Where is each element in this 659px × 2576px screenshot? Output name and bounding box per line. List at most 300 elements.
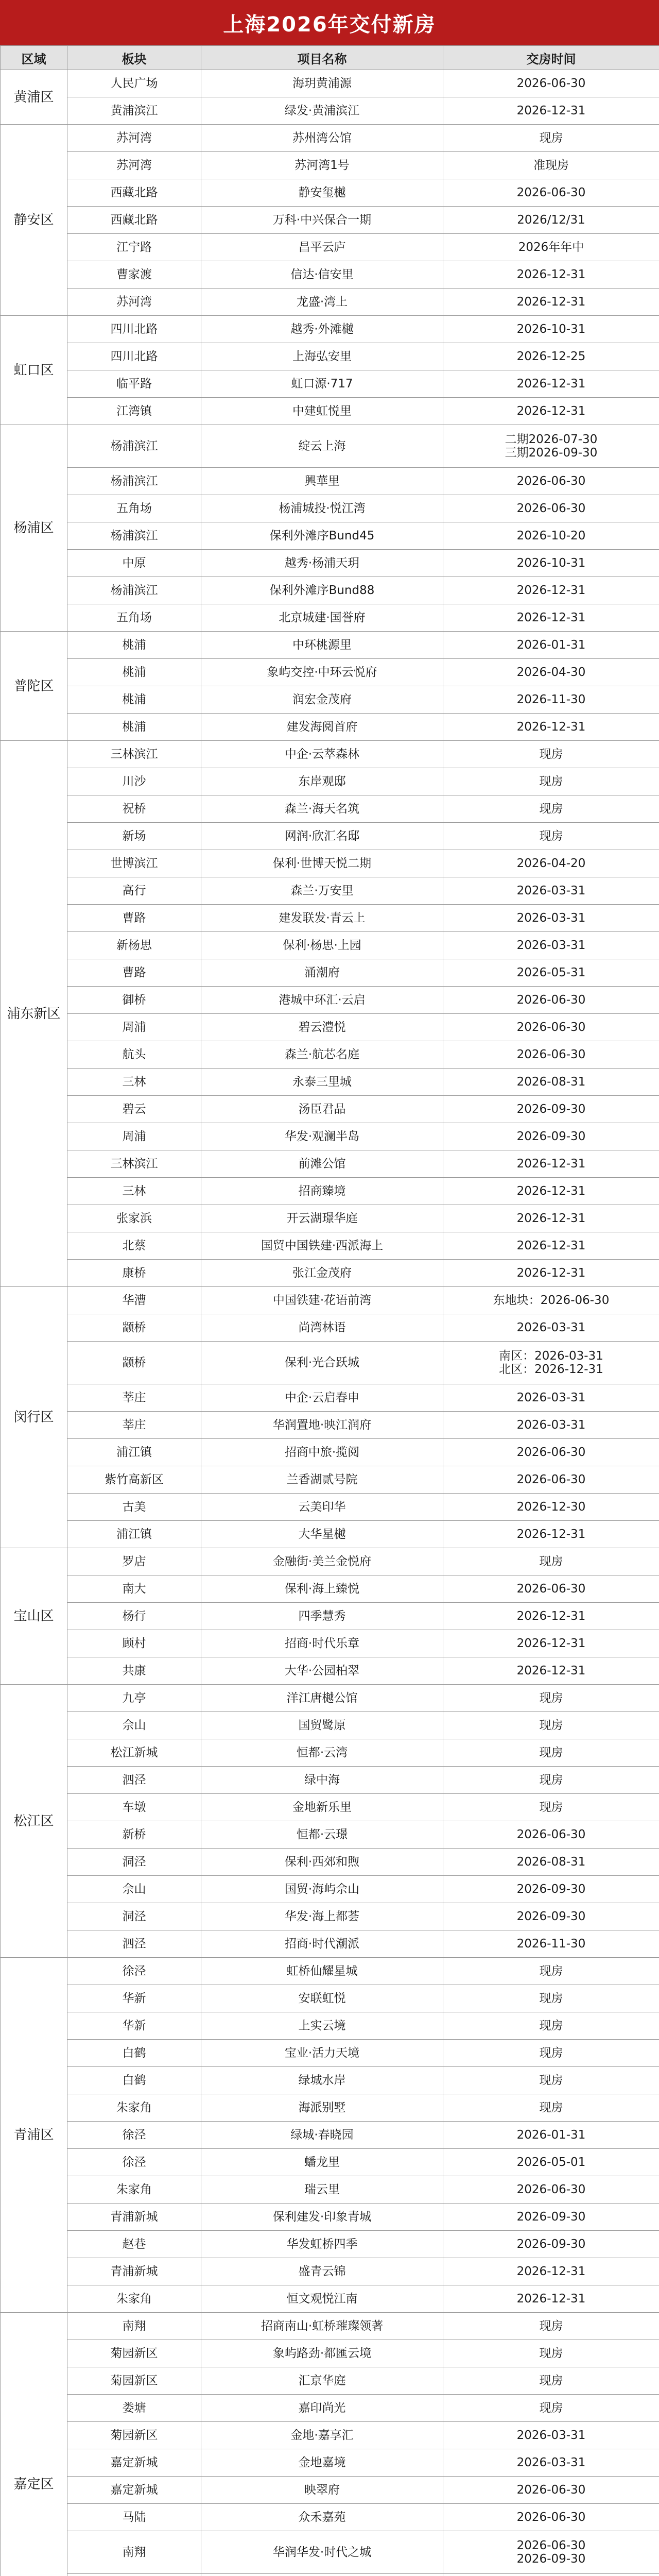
sector-cell: 桃浦 — [67, 659, 201, 686]
delivery-cell: 2026-03-31 — [443, 877, 659, 905]
project-cell: 金地新乐里 — [201, 1794, 443, 1821]
sector-cell: 徐泾 — [67, 2122, 201, 2149]
project-cell: 建发海阅首府 — [201, 714, 443, 741]
sector-cell: 新杨思 — [67, 932, 201, 959]
table-row — [1, 1985, 659, 2012]
sector-cell: 苏河湾 — [67, 152, 201, 179]
project-cell: 华润置地·映江润府 — [201, 1412, 443, 1439]
delivery-cell: 2026-03-31 — [443, 905, 659, 932]
delivery-cell: 2026-06-30 — [443, 1821, 659, 1849]
delivery-cell: 2026-12-25 — [443, 343, 659, 370]
table-row — [1, 234, 659, 261]
project-cell: 兰香湖贰号院 — [201, 1466, 443, 1494]
project-cell: 上海弘安里 — [201, 343, 443, 370]
delivery-cell: 现房 — [443, 1767, 659, 1794]
delivery-cell: 2026-03-31 — [443, 932, 659, 959]
project-cell: 象屿交控·中环云悦府 — [201, 659, 443, 686]
project-cell: 众禾嘉苑 — [201, 2504, 443, 2531]
sector-cell: 三林滨江 — [67, 741, 201, 768]
sector-cell: 徐泾 — [67, 1958, 201, 1985]
delivery-cell: 2026-06-30 — [443, 1041, 659, 1069]
delivery-cell: 2026-03-31 — [443, 1384, 659, 1412]
project-cell: 金地嘉境 — [201, 2449, 443, 2477]
delivery-cell: 2026-06-30 — [443, 2176, 659, 2204]
delivery-cell: 2026-12-31 — [443, 370, 659, 398]
project-cell: 四季慧秀 — [201, 1603, 443, 1630]
table-row — [1, 2531, 659, 2574]
project-cell: 越秀·外滩樾 — [201, 316, 443, 343]
delivery-cell: 2026-03-31 — [443, 1412, 659, 1439]
sector-cell: 颛桥 — [67, 1342, 201, 1384]
project-cell: 华发虹桥四季 — [201, 2231, 443, 2258]
delivery-cell: 现房 — [443, 2012, 659, 2040]
table-row — [1, 1205, 659, 1232]
sector-cell: 朱家角 — [67, 2176, 201, 2204]
project-cell — [201, 2574, 443, 2576]
delivery-cell: 2026-05-31 — [443, 959, 659, 987]
project-cell: 招商南山·虹桥璀璨领著 — [201, 2313, 443, 2340]
delivery-cell: 现房 — [443, 125, 659, 152]
delivery-cell: 准现房 — [443, 152, 659, 179]
project-cell: 万科·中兴保合一期 — [201, 207, 443, 234]
sector-cell: 苏河湾 — [67, 125, 201, 152]
project-cell: 绿城水岸 — [201, 2067, 443, 2094]
sector-cell: 莘庄 — [67, 1384, 201, 1412]
sector-cell: 徐泾 — [67, 2149, 201, 2176]
project-cell: 金地·嘉享汇 — [201, 2422, 443, 2449]
delivery-cell: 2026-12-31 — [443, 398, 659, 425]
table-row — [1, 1930, 659, 1958]
table-row — [1, 1630, 659, 1657]
sector-cell: 颛桥 — [67, 1314, 201, 1342]
sector-cell: 桃浦 — [67, 714, 201, 741]
sector-cell: 朱家角 — [67, 2094, 201, 2122]
project-cell: 安联虹悦 — [201, 1985, 443, 2012]
delivery-cell: 2026-09-30 — [443, 1876, 659, 1903]
sector-cell: 华新 — [67, 1985, 201, 2012]
table-row — [1, 959, 659, 987]
sector-cell: 周浦 — [67, 1123, 201, 1150]
project-cell: 港城中环汇·云启 — [201, 987, 443, 1014]
sector-cell: 菊园新区 — [67, 2340, 201, 2367]
table-row — [1, 1685, 659, 1712]
delivery-cell: 2026年年中 — [443, 234, 659, 261]
table-row — [1, 70, 659, 97]
project-cell: 润宏金茂府 — [201, 686, 443, 714]
table-header-row — [1, 46, 659, 70]
delivery-cell: 2026-11-30 — [443, 1930, 659, 1958]
project-cell: 虹口源·717 — [201, 370, 443, 398]
table-row — [1, 495, 659, 522]
table-row — [1, 741, 659, 768]
table-row — [1, 261, 659, 289]
delivery-line: 2026-09-30 — [516, 2552, 586, 2566]
project-cell: 金融街·美兰金悦府 — [201, 1548, 443, 1575]
delivery-cell — [443, 2574, 659, 2576]
table-row — [1, 2422, 659, 2449]
district-cell: 杨浦区 — [1, 425, 67, 632]
delivery-cell — [443, 425, 659, 468]
table-row — [1, 2367, 659, 2395]
table-row — [1, 2285, 659, 2313]
sector-cell: 南翔 — [67, 2531, 201, 2574]
table-row — [1, 1069, 659, 1096]
sector-cell: 松江新城 — [67, 1739, 201, 1767]
delivery-cell: 2026-03-31 — [443, 1314, 659, 1342]
delivery-cell: 2026-03-31 — [443, 2449, 659, 2477]
delivery-line: 北区：2026-12-31 — [499, 1363, 603, 1376]
project-cell: 龙盛·湾上 — [201, 289, 443, 316]
sector-cell: 世博滨江 — [67, 850, 201, 877]
sector-cell: 佘山 — [67, 1712, 201, 1739]
project-cell: 华发·观澜半岛 — [201, 1123, 443, 1150]
delivery-line: 二期2026-07-30 — [505, 433, 598, 446]
project-cell: 绿发·黄浦滨江 — [201, 97, 443, 125]
table-row — [1, 714, 659, 741]
project-cell: 中企·云启春申 — [201, 1384, 443, 1412]
sector-cell: 车墩 — [67, 1794, 201, 1821]
project-cell: 网润·欣汇名邸 — [201, 823, 443, 850]
table-row — [1, 2231, 659, 2258]
delivery-cell: 2026-12-31 — [443, 261, 659, 289]
delivery-cell: 现房 — [443, 2067, 659, 2094]
project-cell: 保利·海上臻悦 — [201, 1575, 443, 1603]
delivery-cell: 2026-04-20 — [443, 850, 659, 877]
table-row — [1, 1794, 659, 1821]
project-cell: 盛青云锦 — [201, 2258, 443, 2285]
project-cell: 苏州湾公馆 — [201, 125, 443, 152]
table-row — [1, 1821, 659, 1849]
sector-cell: 曹路 — [67, 905, 201, 932]
delivery-cell: 2026-06-30 — [443, 70, 659, 97]
table-row — [1, 2504, 659, 2531]
header-sector: 板块 — [67, 46, 201, 70]
delivery-cell: 现房 — [443, 2040, 659, 2067]
table-row — [1, 207, 659, 234]
table-row — [1, 2067, 659, 2094]
delivery-cell: 2026-12-31 — [443, 1178, 659, 1205]
sector-cell: 川沙 — [67, 768, 201, 795]
table-row — [1, 468, 659, 495]
project-cell: 绿中海 — [201, 1767, 443, 1794]
delivery-cell: 现房 — [443, 2367, 659, 2395]
table-row — [1, 316, 659, 343]
sector-cell: 朱家角 — [67, 2285, 201, 2313]
table-row — [1, 577, 659, 604]
sector-cell: 杨浦滨江 — [67, 468, 201, 495]
sector-cell: 桃浦 — [67, 686, 201, 714]
sector-cell: 张家浜 — [67, 1205, 201, 1232]
table-row — [1, 1014, 659, 1041]
delivery-cell: 2026-12-31 — [443, 97, 659, 125]
delivery-cell: 2026-12-31 — [443, 714, 659, 741]
table-row — [1, 1849, 659, 1876]
project-cell: 虹桥仙耀星城 — [201, 1958, 443, 1985]
sector-cell: 黄浦滨江 — [67, 97, 201, 125]
sector-cell: 西藏北路 — [67, 179, 201, 207]
delivery-cell: 2026-09-30 — [443, 2204, 659, 2231]
sector-cell: 娄塘 — [67, 2395, 201, 2422]
table-row — [1, 1041, 659, 1069]
table-row — [1, 2204, 659, 2231]
table-row — [1, 2040, 659, 2067]
delivery-cell: 2026-12-31 — [443, 577, 659, 604]
table-row — [1, 1260, 659, 1287]
table-row — [1, 522, 659, 550]
delivery-cell: 2026-06-30 — [443, 987, 659, 1014]
table-row — [1, 932, 659, 959]
project-cell: 尚湾林语 — [201, 1314, 443, 1342]
delivery-cell: 现房 — [443, 1794, 659, 1821]
delivery-cell: 2026-12-31 — [443, 1657, 659, 1685]
table-row — [1, 1603, 659, 1630]
sector-cell: 九亭 — [67, 1685, 201, 1712]
table-row — [1, 1314, 659, 1342]
table-row — [1, 2149, 659, 2176]
table-row — [1, 97, 659, 125]
table-row — [1, 1903, 659, 1930]
sector-cell: 杨浦滨江 — [67, 425, 201, 468]
delivery-cell: 2026-12-31 — [443, 1150, 659, 1178]
table-row — [1, 152, 659, 179]
table-row — [1, 905, 659, 932]
sector-cell — [67, 2574, 201, 2576]
table-row — [1, 1575, 659, 1603]
sector-cell: 高行 — [67, 877, 201, 905]
table-row — [1, 1342, 659, 1384]
delivery-cell: 现房 — [443, 1548, 659, 1575]
table-row — [1, 1439, 659, 1466]
sector-cell: 浦江镇 — [67, 1521, 201, 1548]
delivery-cell: 2026-08-31 — [443, 1849, 659, 1876]
sector-cell: 泗泾 — [67, 1767, 201, 1794]
district-cell: 嘉定区 — [1, 2313, 67, 2576]
delivery-cell: 现房 — [443, 2395, 659, 2422]
sector-cell: 中原 — [67, 550, 201, 577]
table-row — [1, 2122, 659, 2149]
sector-cell: 三林 — [67, 1178, 201, 1205]
delivery-cell: 2026-06-30 — [443, 1466, 659, 1494]
project-cell: 森兰·万安里 — [201, 877, 443, 905]
project-cell: 大华星樾 — [201, 1521, 443, 1548]
sector-cell: 泗泾 — [67, 1930, 201, 1958]
project-cell: 嘉印尚光 — [201, 2395, 443, 2422]
sector-cell: 四川北路 — [67, 343, 201, 370]
sector-cell: 嘉定新城 — [67, 2477, 201, 2504]
project-cell: 保利·杨思·上园 — [201, 932, 443, 959]
sector-cell: 菊园新区 — [67, 2367, 201, 2395]
delivery-cell: 2026-06-30 — [443, 468, 659, 495]
sector-cell: 西藏北路 — [67, 207, 201, 234]
table-row — [1, 1287, 659, 1314]
delivery-cell: 现房 — [443, 1739, 659, 1767]
table-row — [1, 1521, 659, 1548]
sector-cell: 嘉定新城 — [67, 2449, 201, 2477]
sector-cell: 青浦新城 — [67, 2204, 201, 2231]
table-row — [1, 987, 659, 1014]
project-cell: 绽云上海 — [201, 425, 443, 468]
table-row — [1, 1739, 659, 1767]
table-row — [1, 686, 659, 714]
delivery-cell: 2026-09-30 — [443, 1096, 659, 1123]
page-title: 上海2026年交付新房 — [0, 0, 659, 45]
table-row — [1, 1466, 659, 1494]
table-row — [1, 1767, 659, 1794]
delivery-line: 三期2026-09-30 — [505, 446, 598, 460]
table-row — [1, 1494, 659, 1521]
delivery-cell: 现房 — [443, 2094, 659, 2122]
sector-cell: 马陆 — [67, 2504, 201, 2531]
sector-cell: 三林滨江 — [67, 1150, 201, 1178]
sector-cell: 临平路 — [67, 370, 201, 398]
sector-cell: 紫竹高新区 — [67, 1466, 201, 1494]
table-row — [1, 1412, 659, 1439]
sector-cell: 新桥 — [67, 1821, 201, 1849]
sector-cell: 赵巷 — [67, 2231, 201, 2258]
sector-cell: 人民广场 — [67, 70, 201, 97]
table-row — [1, 2176, 659, 2204]
project-cell: 宝业·活力天境 — [201, 2040, 443, 2067]
project-cell: 海派别墅 — [201, 2094, 443, 2122]
delivery-cell: 现房 — [443, 1685, 659, 1712]
delivery-cell: 2026-10-31 — [443, 316, 659, 343]
table-row — [1, 2477, 659, 2504]
project-cell: 保利·光合跃城 — [201, 1342, 443, 1384]
delivery-cell: 2026-01-31 — [443, 2122, 659, 2149]
header-district: 区域 — [1, 46, 67, 70]
project-cell: 上实云境 — [201, 2012, 443, 2040]
delivery-cell: 2026-06-30 — [443, 1014, 659, 1041]
table-row — [1, 1178, 659, 1205]
district-cell: 静安区 — [1, 125, 67, 316]
district-cell: 黄浦区 — [1, 70, 67, 125]
table-row — [1, 768, 659, 795]
project-cell: 映翠府 — [201, 2477, 443, 2504]
delivery-cell — [443, 2531, 659, 2574]
delivery-line: 南区：2026-03-31 — [499, 1349, 603, 1363]
table-row — [1, 1123, 659, 1150]
delivery-cell: 2026-12-31 — [443, 1521, 659, 1548]
project-cell: 开云湖璟华庭 — [201, 1205, 443, 1232]
header-project: 项目名称 — [201, 46, 443, 70]
project-cell: 恒都·云璟 — [201, 1821, 443, 1849]
sector-cell: 莘庄 — [67, 1412, 201, 1439]
delivery-cell: 2026-09-30 — [443, 1123, 659, 1150]
sector-cell: 青浦新城 — [67, 2258, 201, 2285]
project-cell: 绿城·春晓园 — [201, 2122, 443, 2149]
project-cell: 象屿路劲·都匯云境 — [201, 2340, 443, 2367]
project-cell: 越秀·杨浦天玥 — [201, 550, 443, 577]
sector-cell: 顾村 — [67, 1630, 201, 1657]
delivery-cell: 2026-12-31 — [443, 2285, 659, 2313]
delivery-cell: 2026-05-01 — [443, 2149, 659, 2176]
project-cell: 保利建发·印象青城 — [201, 2204, 443, 2231]
sector-cell: 白鹤 — [67, 2067, 201, 2094]
delivery-cell: 现房 — [443, 1958, 659, 1985]
project-cell: 前滩公馆 — [201, 1150, 443, 1178]
project-cell: 保利外滩序Bund45 — [201, 522, 443, 550]
sector-cell: 航头 — [67, 1041, 201, 1069]
table-row — [1, 1232, 659, 1260]
project-cell: 中国铁建·花语前湾 — [201, 1287, 443, 1314]
project-cell: 苏河湾1号 — [201, 152, 443, 179]
project-cell: 张江金茂府 — [201, 1260, 443, 1287]
sector-cell: 新场 — [67, 823, 201, 850]
delivery-cell: 现房 — [443, 1985, 659, 2012]
table-row — [1, 550, 659, 577]
project-cell: 国贸中国铁建·西派海上 — [201, 1232, 443, 1260]
project-cell: 信达·信安里 — [201, 261, 443, 289]
project-cell: 中企·云萃森林 — [201, 741, 443, 768]
sector-cell: 南大 — [67, 1575, 201, 1603]
delivery-cell: 2026/12/31 — [443, 207, 659, 234]
project-cell: 永泰三里城 — [201, 1069, 443, 1096]
table-row — [1, 1958, 659, 1985]
delivery-cell: 现房 — [443, 823, 659, 850]
delivery-cell: 2026-12-31 — [443, 1630, 659, 1657]
table-row — [1, 2395, 659, 2422]
sector-cell: 曹家渡 — [67, 261, 201, 289]
table-row — [1, 2258, 659, 2285]
sector-cell: 周浦 — [67, 1014, 201, 1041]
delivery-cell: 东地块：2026-06-30 — [443, 1287, 659, 1314]
district-cell: 青浦区 — [1, 1958, 67, 2313]
project-cell: 招商·时代潮派 — [201, 1930, 443, 1958]
sector-cell: 曹路 — [67, 959, 201, 987]
project-cell: 森兰·海天名筑 — [201, 795, 443, 823]
project-cell: 洋江唐樾公馆 — [201, 1685, 443, 1712]
delivery-cell — [443, 1342, 659, 1384]
project-cell: 保利·世博天悦二期 — [201, 850, 443, 877]
delivery-cell: 2026-12-30 — [443, 1494, 659, 1521]
sector-cell: 佘山 — [67, 1876, 201, 1903]
project-cell: 国贸·海屿佘山 — [201, 1876, 443, 1903]
district-cell: 虹口区 — [1, 316, 67, 425]
delivery-cell: 2026-12-31 — [443, 2258, 659, 2285]
project-cell: 北京城建·国誉府 — [201, 604, 443, 632]
project-cell: 国贸鹭原 — [201, 1712, 443, 1739]
table-row — [1, 125, 659, 152]
delivery-line: 2026-06-30 — [516, 2539, 586, 2552]
project-cell: 汤臣君品 — [201, 1096, 443, 1123]
sector-cell: 浦江镇 — [67, 1439, 201, 1466]
table-row — [1, 877, 659, 905]
table-row — [1, 1384, 659, 1412]
sector-cell: 四川北路 — [67, 316, 201, 343]
table-row — [1, 823, 659, 850]
project-cell: 招商·时代乐章 — [201, 1630, 443, 1657]
table-row — [1, 2449, 659, 2477]
sector-cell: 南翔 — [67, 2313, 201, 2340]
delivery-cell: 2026-06-30 — [443, 1439, 659, 1466]
project-cell: 建发联发·青云上 — [201, 905, 443, 932]
project-cell: 招商臻境 — [201, 1178, 443, 1205]
table-row — [1, 2012, 659, 2040]
delivery-cell: 现房 — [443, 2340, 659, 2367]
delivery-cell: 2026-06-30 — [443, 2504, 659, 2531]
project-cell: 涌潮府 — [201, 959, 443, 987]
project-cell: 中建虹悦里 — [201, 398, 443, 425]
sector-cell: 华新 — [67, 2012, 201, 2040]
delivery-cell: 2026-08-31 — [443, 1069, 659, 1096]
table-row — [1, 1876, 659, 1903]
project-cell: 碧云澧悦 — [201, 1014, 443, 1041]
project-cell: 云美印华 — [201, 1494, 443, 1521]
sector-cell: 五角场 — [67, 604, 201, 632]
table-row — [1, 1548, 659, 1575]
project-cell: 恒都·云湾 — [201, 1739, 443, 1767]
delivery-cell: 2026-12-31 — [443, 1260, 659, 1287]
